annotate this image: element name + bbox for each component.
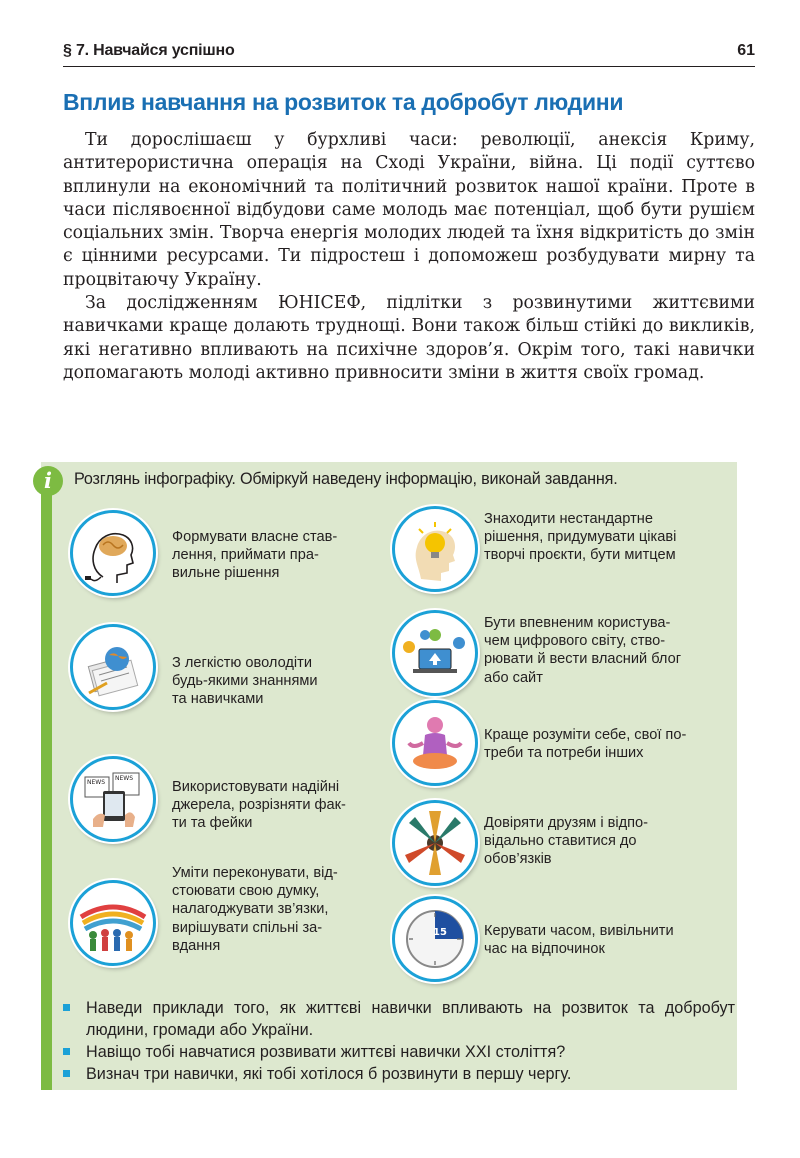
task-text: Навіщо тобі навчатися розвивати життєві навички XXI століття? — [86, 1043, 566, 1061]
page-number: 61 — [737, 42, 755, 59]
skill-text: Уміти переконувати, від- стоювати свою думку, налагоджувати зв’язки, вирішувати спільні за- вдання — [172, 865, 338, 954]
svg-text:NEWS: NEWS — [87, 779, 106, 786]
brain-head-icon — [70, 510, 156, 596]
panel-accent-bar — [41, 490, 52, 1090]
skill-text: Використовувати надійні джерела, розрізняти фак- ти та фейки — [172, 779, 346, 832]
bullet-square-icon — [63, 1048, 70, 1055]
bullet-square-icon — [63, 1070, 70, 1077]
info-icon: i — [33, 466, 63, 496]
article-title: Вплив навчання на розвиток та добробут людини — [63, 89, 624, 115]
team-hands-icon — [392, 800, 478, 886]
section-title: § 7. Навчайся успішно — [63, 42, 235, 59]
skill-text: Знаходити нестандартне рішення, придумувати цікаві творчі проєкти, бути митцем — [484, 511, 677, 564]
people-speech-bubbles-icon — [70, 880, 156, 966]
infographic-instruction: Розглянь інфографіку. Обміркуй наведену інформацію, виконай завдання. — [74, 470, 618, 488]
skill-text: Керувати часом, вивільнити час на відпочинок — [484, 923, 674, 958]
laptop-network-icon — [392, 610, 478, 696]
skill-text: Краще розуміти себе, свої по- треби та потреби інших — [484, 727, 687, 762]
timer-value: 15 — [433, 927, 447, 938]
task-text: Визнач три навички, які тобі хотілося б розвинути в першу чергу. — [86, 1065, 572, 1083]
task-list — [63, 997, 735, 1085]
skill-text: Формувати власне став- лення, приймати пра- вильне рішення — [172, 529, 338, 582]
skill-text: Довіряти друзям і відпо- відально ставитися до обов’язків — [484, 815, 649, 868]
bullet-square-icon — [63, 1004, 70, 1011]
list-item — [63, 997, 735, 1041]
news-tablet-icon — [70, 756, 156, 842]
globe-documents-icon — [70, 624, 156, 710]
paragraph: За дослідженням ЮНІСЕФ, підлітки з розвинутими життєвими навичками краще долають труднощі. Вони також більш стійкі до викликів, які негативно впливають на психічне здоров’я. Окрім того, такі навички допомагають молоді активно привносити зміни в життя своїх громад. — [63, 293, 755, 383]
svg-text:NEWS: NEWS — [115, 775, 134, 782]
article-body — [63, 129, 755, 385]
lightbulb-head-icon — [392, 506, 478, 592]
meditation-icon — [392, 700, 478, 786]
paragraph: Ти дорослішаєш у бурхливі часи: революції, анексія Криму, антитерористична операція на Сході України, війна. Ці події суттєво вплинули на економічний та політичний розвиток нашої країни. Проте в часи післявоєнної відбудови саме молодь має потенціал, щоб бути рушієм соціальних змін. Творча енергія молодих людей та їхня відкритість до змін є цінними ресурсами. Ти підростеш і допоможеш розбудувати мирну та процвітаючу Україну. — [63, 130, 755, 290]
list-item — [63, 1063, 735, 1085]
skill-text: Бути впевненим користува- чем цифрового світу, ство- рювати й вести власний блог або сайт — [484, 615, 682, 686]
list-item — [63, 1041, 735, 1063]
skill-text: З легкістю оволодіти будь-якими знаннями та навичками — [172, 655, 318, 708]
timer-icon — [392, 896, 478, 982]
page-header — [63, 38, 755, 67]
task-text: Наведи приклади того, як життєві навички впливають на розвиток та добробут людини, громади або України. — [86, 999, 735, 1039]
